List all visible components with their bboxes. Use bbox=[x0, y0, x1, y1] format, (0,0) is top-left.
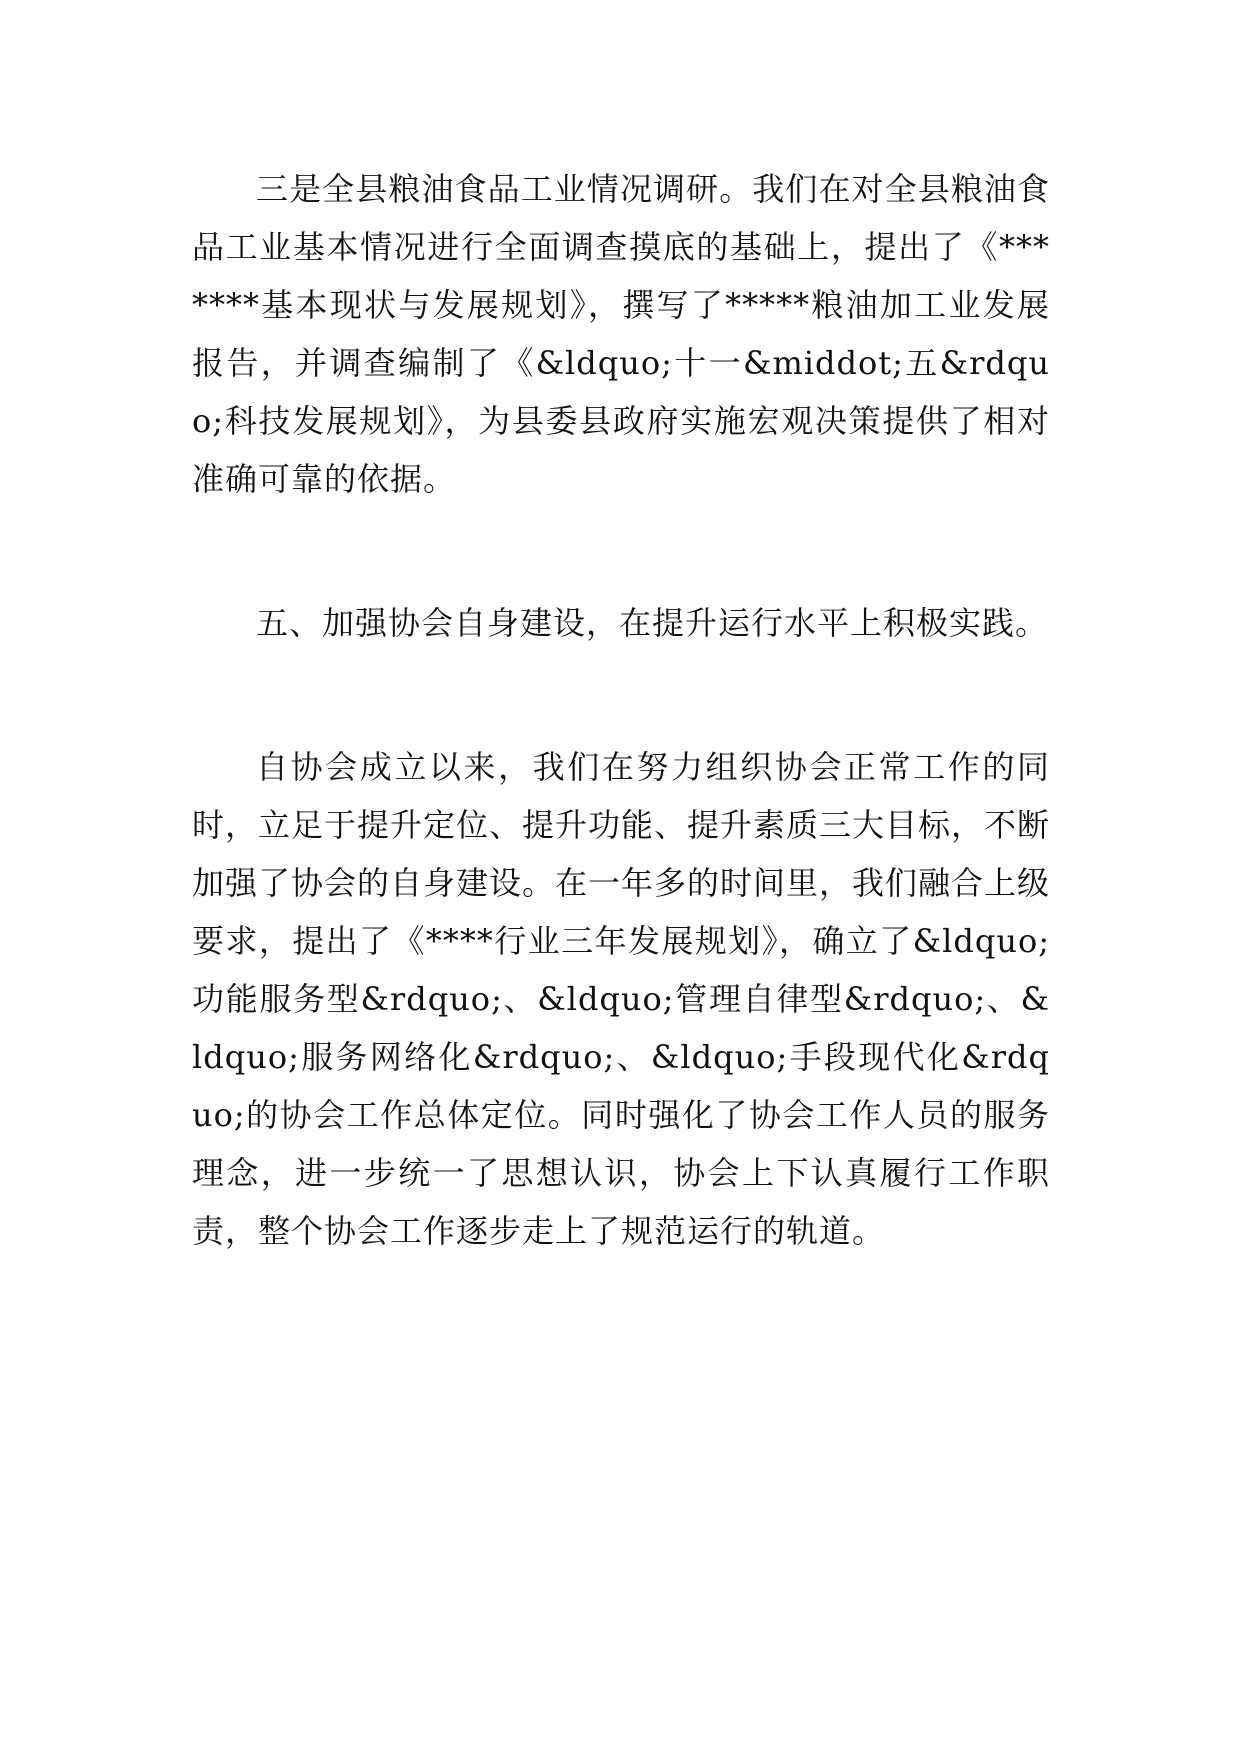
document-body bbox=[192, 160, 1050, 1260]
section-heading: 五、加强协会自身建设，在提升运行水平上积极实践。 bbox=[256, 604, 1049, 642]
paragraph-survey: 三是全县粮油食品工业情况调研。我们在对全县粮油食品工业基本情况进行全面调查摸底的基础上，提出了《*******基本现状与发展规划》，撰写了*****粮油加工业发展报告，并调查编制了《&ldquo;十一&middot;五&rdquo;科技发展规划》，为县委县政府实施宏观决策提供了相对准确可靠的依据。 bbox=[192, 170, 1050, 498]
paragraph-self-construction: 自协会成立以来，我们在努力组织协会正常工作的同时，立足于提升定位、提升功能、提升素质三大目标，不断加强了协会的自身建设。在一年多的时间里，我们融合上级要求，提出了《****行业三年发展规划》，确立了&ldquo;功能服务型&rdquo;、&ldquo;管理自律型&rdquo;、&ldquo;服务网络化&rdquo;、&ldquo;手段现代化&rdquo;的协会工作总体定位。同时强化了协会工作人员的服务理念，进一步统一了思想认识，协会上下认真履行工作职责，整个协会工作逐步走上了规范运行的轨道。 bbox=[192, 748, 1051, 1250]
paragraph-spacer bbox=[192, 508, 1050, 594]
paragraph-spacer bbox=[192, 652, 1050, 738]
